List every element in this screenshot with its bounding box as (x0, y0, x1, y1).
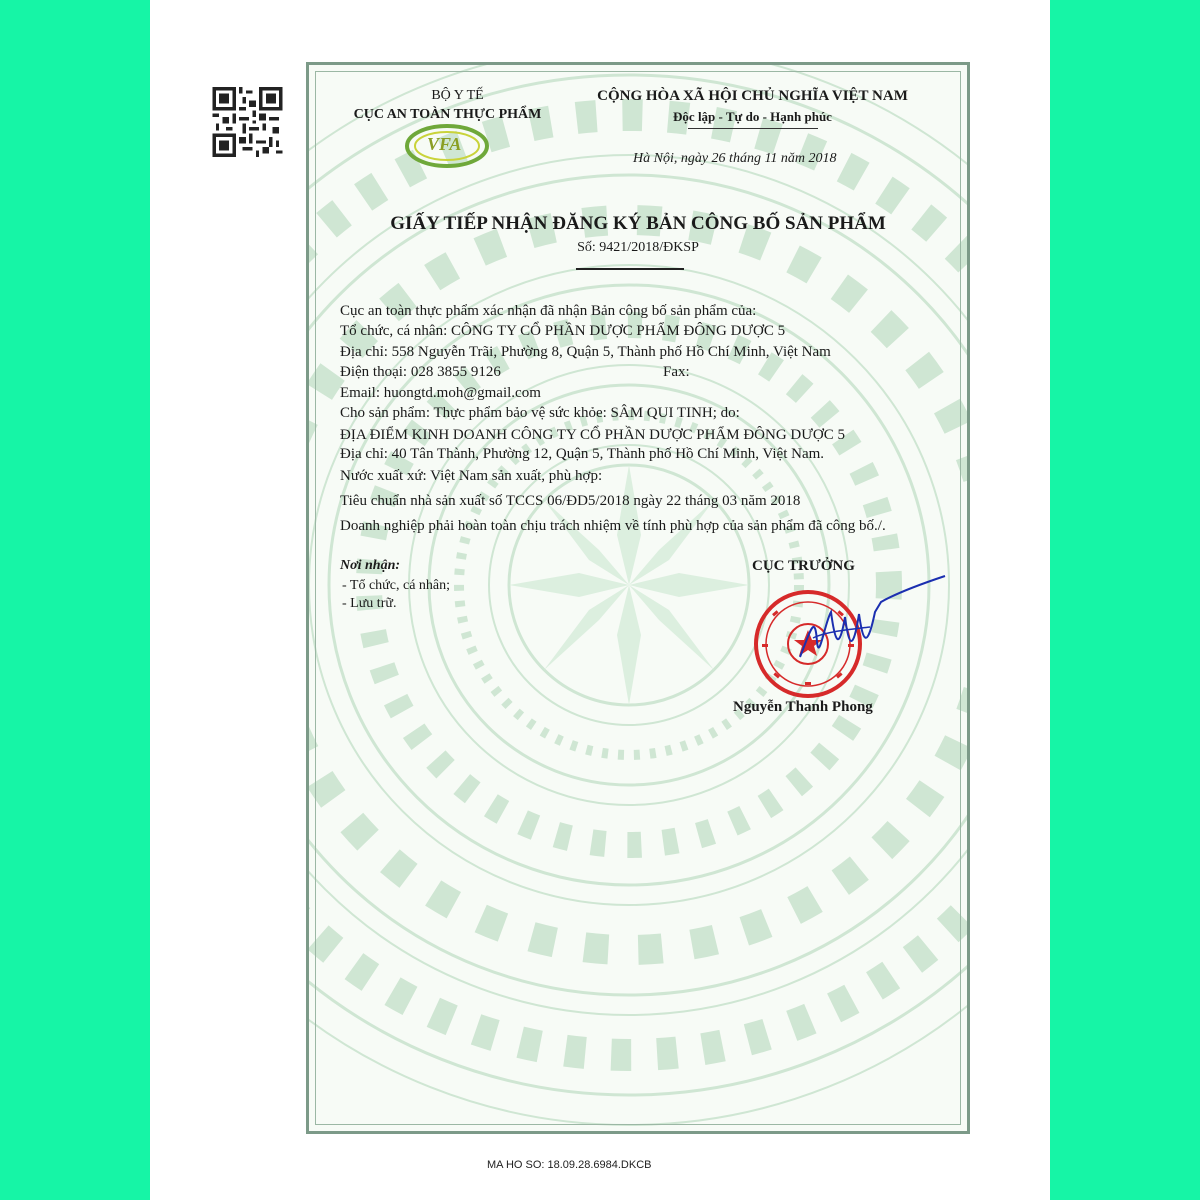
vfa-logo-text: VFA (427, 134, 462, 154)
responsibility-line: Doanh nghiệp phải hoàn toàn chịu trách nhiệm về tính phù hợp của sản phẩm đã công bố./. (340, 518, 886, 534)
motto-underline (688, 128, 818, 129)
document-title: GIẤY TIẾP NHẬN ĐĂNG KÝ BẢN CÔNG BỐ SẢN PHẨM (390, 213, 886, 234)
ministry-name: BỘ Y TẾ (431, 88, 484, 103)
country-name: CỘNG HÒA XÃ HỘI CHỦ NGHĨA VIỆT NAM (597, 88, 908, 104)
standard-line: Tiêu chuẩn nhà sản xuất số TCCS 06/ĐD5/2018 ngày 22 tháng 03 năm 2018 (340, 493, 801, 509)
body-line-2: Tổ chức, cá nhân: CÔNG TY CỔ PHẦN DƯỢC PHẨM ĐÔNG DƯỢC 5 (340, 323, 786, 339)
handwritten-signature (795, 572, 950, 672)
issue-date: Hà Nội, ngày 26 tháng 11 năm 2018 (633, 151, 837, 166)
signer-role: CỤC TRƯỞNG (752, 558, 855, 574)
product-line: Cho sản phẩm: Thực phẩm bảo vệ sức khỏe: SÂM QUI TINH; do: (340, 405, 740, 421)
business-address-line: Địa chỉ: 40 Tân Thành, Phường 12, Quận 5, Thành phố Hồ Chí Minh, Việt Nam. (340, 446, 825, 462)
department-name: CỤC AN TOÀN THỰC PHẨM (353, 107, 542, 122)
qr-code (211, 87, 284, 157)
phone-line: Điện thoại: 028 3855 9126 (340, 364, 501, 380)
title-underline (576, 268, 684, 270)
document-number: Số: 9421/2018/ĐKSP (577, 240, 699, 255)
recipient-item: - Lưu trữ. (342, 596, 397, 611)
recipients-heading: Nơi nhận: (340, 558, 401, 573)
dossier-code: MA HO SO: 18.09.28.6984.DKCB (487, 1159, 652, 1171)
body-line-3: Địa chỉ: 558 Nguyễn Trãi, Phường 8, Quận 5, Thành phố Hồ Chí Minh, Việt Nam (340, 344, 831, 360)
email-line: Email: huongtd.moh@gmail.com (340, 385, 541, 401)
business-location-line: ĐỊA ĐIỂM KINH DOANH CÔNG TY CỔ PHẦN DƯỢC PHẨM ĐÔNG DƯỢC 5 (340, 427, 845, 443)
signer-name: Nguyễn Thanh Phong (733, 699, 873, 715)
fax-line: Fax: (663, 364, 690, 380)
body-line-1: Cục an toàn thực phẩm xác nhận đã nhận Bản công bố sản phẩm của: (340, 303, 757, 319)
origin-line: Nước xuất xứ: Việt Nam sản xuất, phù hợp: (340, 468, 603, 484)
national-motto: Độc lập - Tự do - Hạnh phúc (673, 109, 832, 124)
recipient-item: - Tổ chức, cá nhân; (342, 578, 451, 593)
